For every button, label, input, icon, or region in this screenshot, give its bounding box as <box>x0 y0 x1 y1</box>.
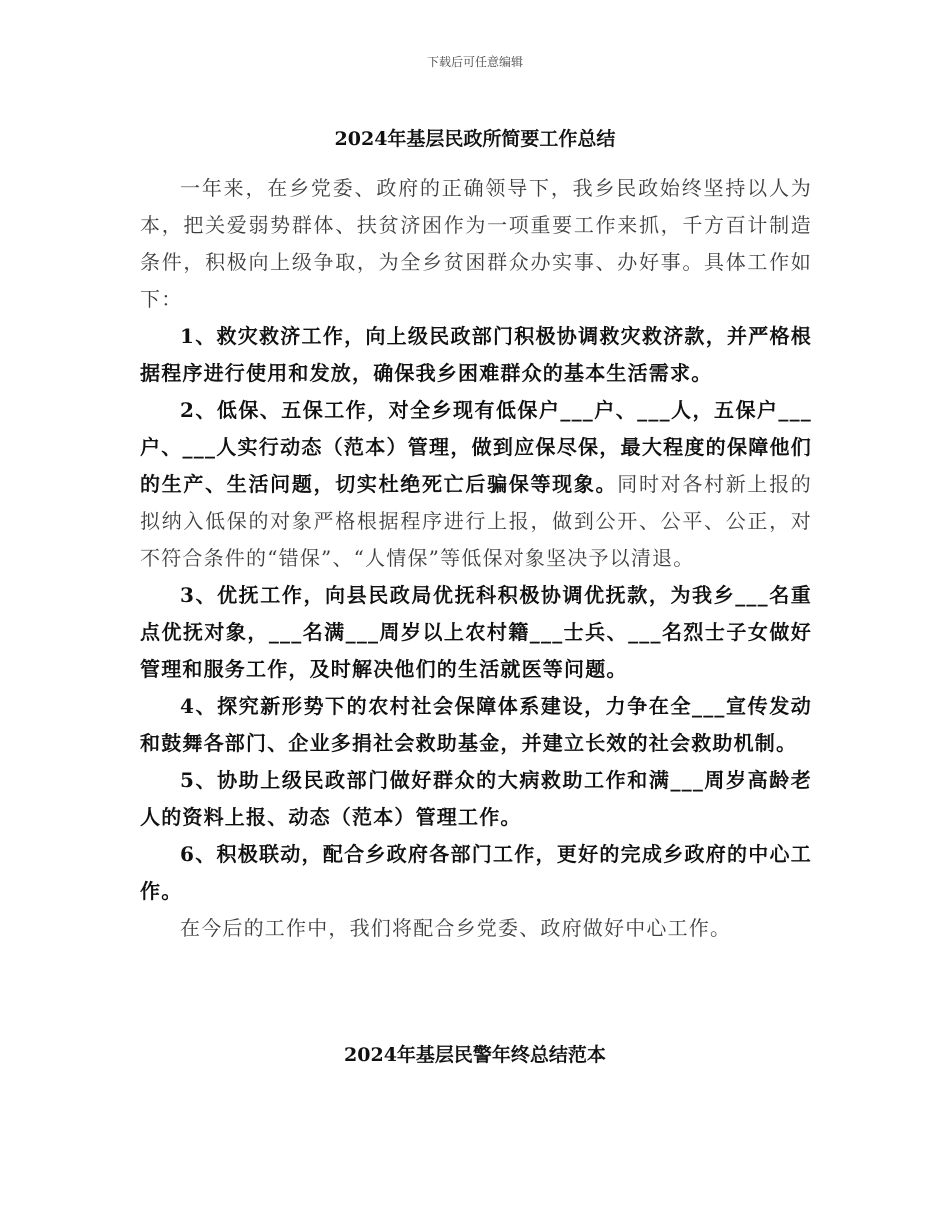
closing-paragraph: 在今后的工作中，我们将配合乡党委、政府做好中心工作。 <box>180 916 732 940</box>
item-2-bold-text: 2、低保、五保工作，对全乡现有低保户___户、___人，五保户___户、___人实行动态（范本）管理，做到应保尽保，最大程度的保障他们的生产、生活问题，切实杜绝死亡后骗保等现象。 <box>140 398 812 496</box>
item-2-paragraph <box>140 392 812 577</box>
item-2-normal-text: 同时对各村新上报的拟纳入低保的对象严格根据程序进行上报，做到公开、公平、公正，对不符合条件的“错保”、“人情保”等低保对象坚决予以清退。 <box>140 472 812 570</box>
item-6-paragraph: 6、积极联动，配合乡政府各部门工作，更好的完成乡政府的中心工作。 <box>140 842 812 903</box>
item-4-paragraph: 4、探究新形势下的农村社会保障体系建设，力争在全___宣传发动和鼓舞各部门、企业多捐社会救助基金，并建立长效的社会救助机制。 <box>140 694 812 755</box>
document-title: 2024年基层民政所简要工作总结 <box>334 128 616 150</box>
second-document-title: 2024年基层民警年终总结范本 <box>344 1044 606 1066</box>
item-1-paragraph: 1、救灾救济工作，向上级民政部门积极协调救灾救济款，并严格根据程序进行使用和发放，确保我乡困难群众的基本生活需求。 <box>140 324 812 385</box>
document-body <box>140 170 812 947</box>
intro-paragraph: 一年来，在乡党委、政府的正确领导下，我乡民政始终坚持以人为本，把关爱弱势群体、扶贫济困作为一项重要工作来抓，千方百计制造条件，积极向上级争取，为全乡贫困群众办实事、办好事。具体工作如下： <box>140 176 812 311</box>
item-5-paragraph: 5、协助上级民政部门做好群众的大病救助工作和满___周岁高龄老人的资料上报、动态（范本）管理工作。 <box>140 768 812 829</box>
page-header: 下载后可任意编辑 <box>426 55 523 69</box>
item-3-paragraph: 3、优抚工作，向县民政局优抚科积极协调优抚款，为我乡___名重点优抚对象，___名满___周岁以上农村籍___士兵、___名烈士子女做好管理和服务工作，及时解决他们的生活就医等问题。 <box>140 583 812 681</box>
